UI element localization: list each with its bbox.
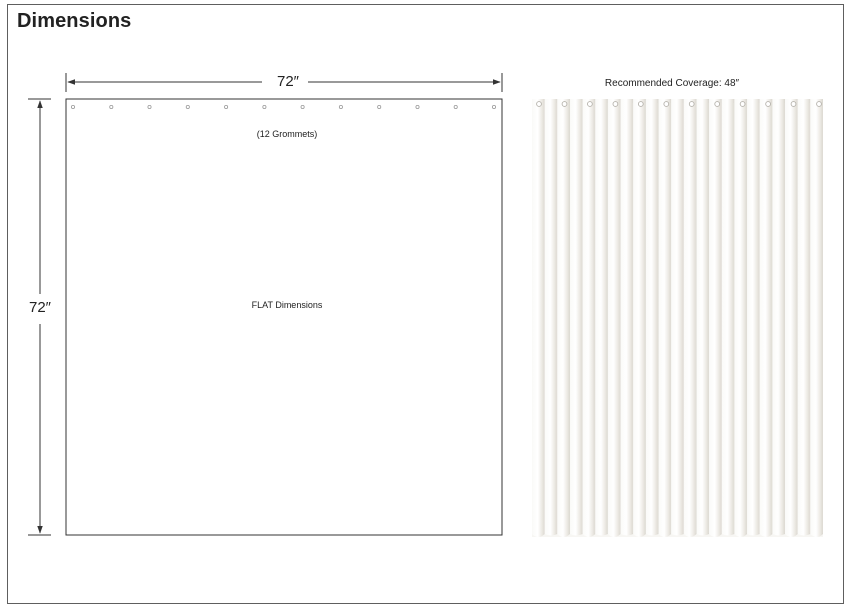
curtain-grommet-icon	[766, 102, 771, 107]
curtain-fold	[722, 99, 735, 536]
curtain-grommet-icon	[817, 102, 822, 107]
curtain-grommet-icon	[588, 102, 593, 107]
curtain-grommet-icon	[562, 102, 567, 107]
curtain-grommet-icon	[715, 102, 720, 107]
curtain-grommet-icon	[689, 102, 694, 107]
height-label: 72″	[24, 298, 56, 318]
curtain-fold	[671, 99, 684, 536]
grommet-count-label: (12 Grommets)	[256, 129, 318, 139]
curtain-fold	[709, 99, 722, 537]
curtain-fold	[608, 99, 621, 537]
curtain-fold	[785, 99, 798, 537]
page-title: Dimensions	[17, 10, 132, 32]
curtain-fold	[772, 99, 785, 536]
coverage-label: Recommended Coverage: 48″	[604, 78, 740, 89]
curtain-fold	[684, 99, 697, 537]
curtain-fold	[621, 99, 634, 536]
curtain-fold	[557, 99, 570, 537]
width-label: 72″	[270, 72, 306, 92]
curtain-fold	[583, 99, 596, 537]
curtain-fold	[659, 99, 672, 537]
curtain-fold	[633, 99, 646, 537]
curtain-fold	[798, 99, 811, 536]
curtain-fold	[570, 99, 583, 536]
curtain-fold	[532, 99, 545, 537]
curtain-grommet-icon	[613, 102, 618, 107]
curtain-grommet-icon	[740, 102, 745, 107]
flat-curtain-panel	[66, 99, 502, 535]
flat-dimensions-label: FLAT Dimensions	[251, 300, 323, 310]
curtain-grommet-icon	[664, 102, 669, 107]
curtain-fold	[595, 99, 608, 536]
curtain-fold	[646, 99, 659, 536]
curtain-fold	[734, 99, 747, 537]
curtain-grommet-icon	[791, 102, 796, 107]
gathered-curtain	[532, 99, 823, 537]
curtain-grommet-icon	[537, 102, 542, 107]
curtain-fold	[760, 99, 773, 537]
curtain-grommet-icon	[638, 102, 643, 107]
curtain-fold	[747, 99, 760, 536]
curtain-fold	[697, 99, 710, 536]
curtain-fold	[810, 99, 823, 537]
curtain-fold	[545, 99, 558, 536]
